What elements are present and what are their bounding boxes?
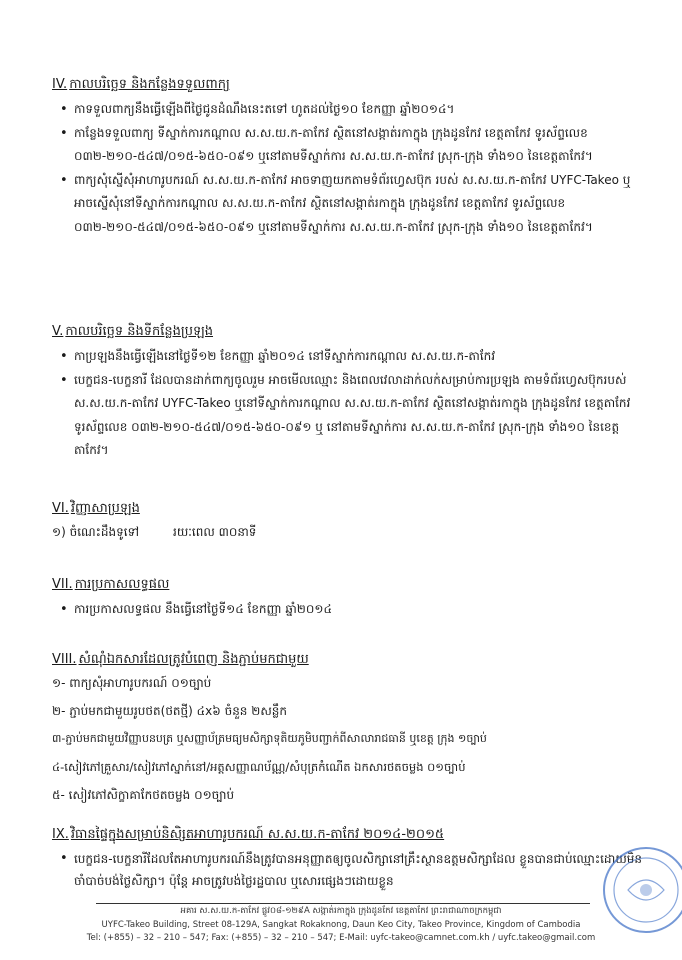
footer-contact: Tel: (+855) – 32 – 210 – 547; Fax: (+855) – 32 – 210 – 547; E-Mail: uyfc-takeo@camnet.com.kh / uyfc.takeo@gmail.com <box>86 933 596 943</box>
bullet-list <box>52 848 644 892</box>
section-vii <box>52 576 644 622</box>
list-item: • បេក្ខជន-បេក្ខនារី ដែលបានដាក់ពាក្យចូលរួម អាចមើលឈ្មោះ និងពេលវេលាដាក់លក់សម្រាប់ការប្រឡង តាមទំព័រហ្វេសប៊ុករបស់ ស.ស.យ.ក-តាកែវ UYFC-Takeo ឬនៅទីស្នាក់ការកណ្តាល ស.ស.យ.ក-តាកែវ ស្ថិតនៅសង្កាត់រកាក្នុង ក្រុងដូនកែវ ខេត្តតាកែវ ទូរស័ព្ទលេខ ០៣២-២១០-៥៤៧/០១៥-៦៥០-០៩១ ឬ នៅតាមទីស្នាក់ការ ស.ស.យ.ក-តាកែវ ស្រុក-ក្រុង ទាំង១០ នៃខេត្តតាកែវ។ <box>74 369 644 463</box>
section-heading: IV. កាលបរិច្ឆេទ និងកន្លែងទទួលពាក្យ <box>52 77 230 92</box>
section-heading: IX. វិធានផ្ទៃក្នុងសម្រាប់និសិ្សតអាហារូបករណ៍ ស.ស.យ.ក-តាកែវ ២០១៤-២០១៥ <box>52 827 445 842</box>
footer-divider <box>96 903 590 904</box>
section-vi <box>52 500 644 546</box>
exam-subject-line: ១) ចំណេះដឹងទូទៅ រយៈពេល ៣០នាទី <box>52 525 257 539</box>
document-item: ៤-សៀវភៅគ្រួសារ/សៀវភៅស្នាក់នៅ/អត្តសញ្ញាណប័ណ្ណ/សំបុត្រកំណើត ឯកសារថតចម្លង ០១ច្បាប់ <box>52 760 466 774</box>
list-item: • កាទទួលពាក្យនឹងធ្វើឡើងពីថ្ងៃជូនដំណឹងនេះតទៅ ហូតដល់ថ្ងៃ១០ ខែកញ្ញា ឆ្នាំ២០១៤។ <box>74 98 644 122</box>
section-v <box>52 323 644 463</box>
section-viii <box>52 651 644 809</box>
list-item: • កាប្រឡងនឹងធ្វើឡើងនៅថ្ងៃទី១២ ខែកញ្ញា ឆ្នាំ២០១៤ នៅទីស្នាក់ការកណ្តាល ស.ស.យ.ក-តាកែវ <box>74 345 644 369</box>
list-item: • កាន្លែងទទួលពាក្យ ទីស្នាក់ការកណ្តាល ស.ស.យ.ក-តាកែវ ស្ថិតនៅសង្កាត់រកាក្នុង ក្រុងដូនកែវ ខេត្តតាកែវ ទូរស័ព្ទលេខ ០៣២-២១០-៥៤៧/០១៥-៦៥០-០៩១ ឬនៅតាមទីស្នាក់ការ ស.ស.យ.ក-តាកែវ ស្រុក-ក្រុង ទាំង១០ នៃខេត្តតាកែវ។ <box>74 122 644 169</box>
bullet-list <box>52 98 644 239</box>
footer-address-khmer: អគារ ស.ស.យ.ក-តាកែវ ផ្លូវ០៨-១២៩A សង្កាត់រកាក្នុង ក្រុងដូនកែវ ខេត្តតាកែវ ព្រះរាជាណាចក្រកម្ពុជា <box>180 906 502 916</box>
bullet-list <box>52 598 644 622</box>
section-heading: VII. ការប្រកាសលទ្ធផល <box>52 577 170 592</box>
section-heading: V. កាលបរិច្ឆេទ និងទីកន្លែងប្រឡង <box>52 324 214 339</box>
footer-address-english: UYFC-Takeo Building, Street 08-129A, Sangkat Rokaknong, Daun Keo City, Takeo Province, Kingdom of Cambodia <box>101 920 581 930</box>
section-iv <box>52 76 644 239</box>
list-item: • ការប្រកាសលទ្ធផល នឹងធ្វើនៅថ្ងៃទី១៤ ខែកញ្ញា ឆ្នាំ២០១៤ <box>74 598 644 622</box>
document-item: ២- ភ្ជាប់មកជាមួយរូបថត(ថតថ្មី) ៤x៦ ចំនួន ២សន្លឹក <box>52 704 287 718</box>
section-heading: VIII. សំណុំឯកសារដែលត្រូវបំពេញ និងភ្ជាប់មកជាមួយ <box>52 652 309 667</box>
document-item: ៥- សៀវភៅសិក្ខាគាកែថតចម្លង ០១ច្បាប់ <box>52 788 235 802</box>
list-item: • បេក្ខជន-បេក្ខនារីដែលតែអាហារូបករណ៍នឹងត្រូវបានអនុញ្ញាតឲ្យចូលសិក្សានៅគ្រឹះស្ថានឧត្តមសិក្សាដែល ខ្លួនបានជាប់ឈ្មោះដោយមិនចាំបាច់បង់ថ្លៃសិក្សា។ ប៉ុន្តែ អាចត្រូវបង់ថ្លៃរដ្ឋបាល ឬសោរផ្សេងៗដោយខ្លួន <box>74 848 644 892</box>
list-item: • ពាក្យសុំស្នើសុំអាហារូបករណ៍ ស.ស.យ.ក-តាកែវ អាចទាញយកតាមទំព័រហ្វេសប៊ុក របស់ ស.ស.យ.ក-តាកែវ UYFC-Takeo ឬអាចស្នើសុំនៅទីស្នាក់ការកណ្តាល ស.ស.យ.ក-តាកែវ ស្ថិតនៅសង្កាត់រកាក្នុង ក្រុងដូនកែវ ខេត្តតាកែវ ទូរស័ព្ទលេខ ០៣២-២១០-៥៤៧/០១៥-៦៥០-០៩១ ឬនៅតាមទីស្នាក់ការ ស.ស.យ.ក-តាកែវ ស្រុក-ក្រុង ទាំង១០ នៃខេត្តតាកែវ។ <box>74 169 644 240</box>
section-ix <box>52 826 644 892</box>
document-item: ១- ពាក្យសុំអាហារូបករណ៍ ០១ច្បាប់ <box>52 676 212 690</box>
section-heading: VI. វិញ្ញាសាប្រឡង <box>52 501 140 516</box>
document-item: ៣-ភ្ជាប់មកជាមួយវិញ្ញាបនបត្រ ឬសញ្ញាប័ត្រមធ្យមសិក្សាទុតិយភូមិបញ្ជាក់ពីសាលារាជធានី ឬខេត្ត ក្រុង ១ច្បាប់ <box>52 732 487 745</box>
bullet-list <box>52 345 644 463</box>
